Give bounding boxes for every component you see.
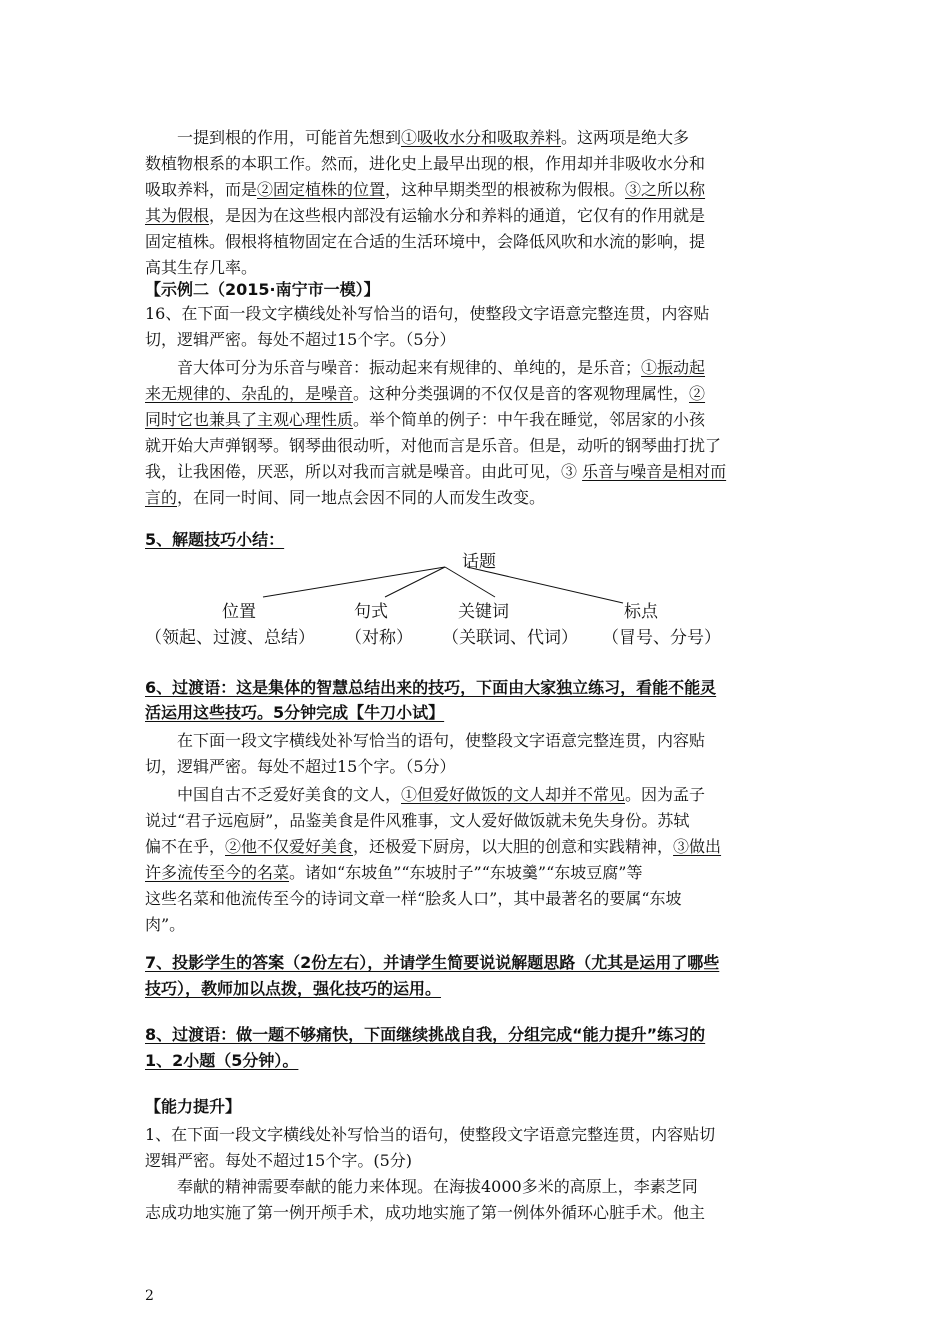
answer-blank-text: ② <box>689 384 706 403</box>
body-text: ，是因为在这些根内部没有运输水分和养料的通道，它仅有的作用就是 <box>209 206 706 225</box>
text-line <box>145 327 810 353</box>
body-text: 切，逻辑严密。每处不超过15个字。（5分） <box>145 757 456 776</box>
heading-text: 技巧），教师加以点拨，强化技巧的运用。 <box>145 979 442 998</box>
text-line <box>145 754 810 780</box>
text-line <box>145 728 810 754</box>
answer-blank-text: 言的 <box>145 488 178 507</box>
diagram-branch-punctuation: 标点 <box>624 602 658 622</box>
body-text: 中国自古不乏爱好美食的文人， <box>145 785 402 804</box>
body-text: 就开始大声弹钢琴。钢琴曲很动听，对他而言是乐音。但是，动听的钢琴曲打扰了 <box>145 436 722 455</box>
answer-blank-text: ②固定植株的位置 <box>257 180 386 199</box>
text-line <box>145 782 810 808</box>
answer-blank-text: ①但爱好做饭的文人却并不常见 <box>401 785 626 804</box>
diagram-sub-sentence: （对称） <box>345 628 413 648</box>
body-text: ，还极爱下厨房，以大胆的创意和实践精神， <box>353 837 674 856</box>
text-line <box>145 203 810 229</box>
text-line <box>145 834 810 860</box>
diagram-sub-keyword: （关联词、代词） <box>442 628 578 648</box>
answer-blank-text: ③做出 <box>673 837 722 856</box>
body-text: 这些名菜和他流传至今的诗词文章一样“脍炙人口”，其中最著名的要属“东坡 <box>145 889 682 908</box>
text-line <box>145 1122 810 1148</box>
heading-text: 6、过渡语：这是集体的智慧总结出来的技巧，下面由大家独立练习，看能不能灵 <box>145 678 717 697</box>
diagram-branch-position: 位置 <box>222 602 256 622</box>
answer-blank-text: 同时它也兼具了主观心理性质 <box>145 410 354 429</box>
text-line <box>145 485 810 511</box>
body-text: 说过“君子远庖厨”，品鉴美食是件风雅事，文人爱好做饭就未免失身份。苏轼 <box>145 811 690 830</box>
text-line <box>145 355 810 381</box>
heading-text: 【能力提升】 <box>145 1097 242 1116</box>
body-text: 1、在下面一段文字横线处补写恰当的语句，使整段文字语意完整连贯，内容贴切 <box>145 1125 716 1144</box>
body-text: 。举个简单的例子：中午我在睡觉，邻居家的小孩 <box>353 410 706 429</box>
diagram-sub-punctuation: （冒号、分号） <box>602 628 721 648</box>
text-line <box>145 151 810 177</box>
body-text: 16、在下面一段文字横线处补写恰当的语句，使整段文字语意完整连贯，内容贴 <box>145 304 710 323</box>
body-text: 偏不在乎， <box>145 837 226 856</box>
heading-text: 7、投影学生的答案（2份左右），并请学生简要说说解题思路（尤其是运用了哪些 <box>145 953 720 972</box>
body-text: 奉献的精神需要奉献的能力来体现。在海拔4000多米的高原上，李素芝同 <box>145 1177 698 1196</box>
answer-blank-text: 乐音与噪音是相对而 <box>582 462 727 481</box>
branch-line-1 <box>263 567 445 597</box>
text-line <box>145 886 810 912</box>
answer-blank-text: 许多流传至今的名菜 <box>145 863 290 882</box>
body-text: 。这种分类强调的不仅仅是音的客观物理属性， <box>353 384 690 403</box>
body-text: 逻辑严密。每处不超过15个字。(5分) <box>145 1151 413 1170</box>
text-line <box>145 125 810 151</box>
text-line <box>145 976 810 1002</box>
answer-blank-text: ①振动起 <box>641 358 706 377</box>
text-line <box>145 1148 810 1174</box>
text-line <box>145 229 810 255</box>
body-text: 在下面一段文字横线处补写恰当的语句，使整段文字语意完整连贯，内容贴 <box>145 731 706 750</box>
diagram-branch-sentence: 句式 <box>354 602 388 622</box>
answer-blank-text: ②他不仅爱好美食 <box>225 837 354 856</box>
body-text: 。因为孟子 <box>625 785 706 804</box>
text-line <box>145 950 810 976</box>
body-text: 我，让我困倦，厌恶，所以对我而言就是噪音。由此可见，③ <box>145 462 583 481</box>
body-text: 音大体可分为乐音与噪音：振动起来有规律的、单纯的，是乐音； <box>145 358 642 377</box>
text-line <box>145 433 810 459</box>
text-line <box>145 381 810 407</box>
text-line <box>145 277 810 303</box>
page-number: 2 <box>145 1288 154 1304</box>
body-text: ，在同一时间、同一地点会因不同的人而发生改变。 <box>177 488 546 507</box>
diagram-sub-position: （领起、过渡、总结） <box>145 628 315 648</box>
body-text: ，这种早期类型的根被称为假根。 <box>385 180 626 199</box>
heading-text: 活运用这些技巧。5分钟完成【牛刀小试】 <box>145 703 445 722</box>
body-text: 。这两项是绝大多 <box>561 128 690 147</box>
body-text: 吸取养料，而是 <box>145 180 258 199</box>
text-line <box>145 1094 810 1120</box>
text-line <box>145 860 810 886</box>
text-line <box>145 1022 810 1048</box>
answer-blank-text: 其为假根 <box>145 206 210 225</box>
heading-text: 【示例二（2015·南宁市一模）】 <box>145 280 380 299</box>
body-text: 一提到根的作用，可能首先想到 <box>145 128 402 147</box>
body-text: 固定植株。假根将植物固定在合适的生活环境中，会降低风吹和水流的影响，提 <box>145 232 706 251</box>
text-line <box>145 1048 810 1074</box>
text-line <box>145 675 810 701</box>
heading-text: 8、过渡语：做一题不够痛快，下面继续挑战自我，分组完成“能力提升”练习的 <box>145 1025 706 1044</box>
answer-blank-text: 来无规律的、杂乱的，是噪音 <box>145 384 354 403</box>
body-text: 数植物根系的本职工作。然而，进化史上最早出现的根，作用却并非吸收水分和 <box>145 154 706 173</box>
body-text: 高其生存几率。 <box>145 258 258 277</box>
body-text: 切，逻辑严密。每处不超过15个字。（5分） <box>145 330 456 349</box>
text-line <box>145 459 810 485</box>
diagram-root: 话题 <box>462 552 496 572</box>
heading-text: 5、解题技巧小结： <box>145 530 285 549</box>
body-text: 肉”。 <box>145 915 186 934</box>
heading-text: 1、2小题（5分钟）。 <box>145 1051 299 1070</box>
text-line <box>145 808 810 834</box>
topic-diagram <box>145 545 810 655</box>
body-text: 。诸如“东坡鱼”“东坡肘子”“东坡羹”“东坡豆腐”等 <box>289 863 643 882</box>
answer-blank-text: ③之所以称 <box>625 180 706 199</box>
text-line <box>145 700 810 726</box>
text-line <box>145 177 810 203</box>
text-line <box>145 1200 810 1226</box>
answer-blank-text: ①吸收水分和吸取养料 <box>401 128 562 147</box>
text-line <box>145 301 810 327</box>
text-line <box>145 912 810 938</box>
body-text: 志成功地实施了第一例开颅手术，成功地实施了第一例体外循环心脏手术。他主 <box>145 1203 706 1222</box>
diagram-branch-keyword: 关键词 <box>458 602 509 622</box>
text-line <box>145 407 810 433</box>
text-line <box>145 1174 810 1200</box>
